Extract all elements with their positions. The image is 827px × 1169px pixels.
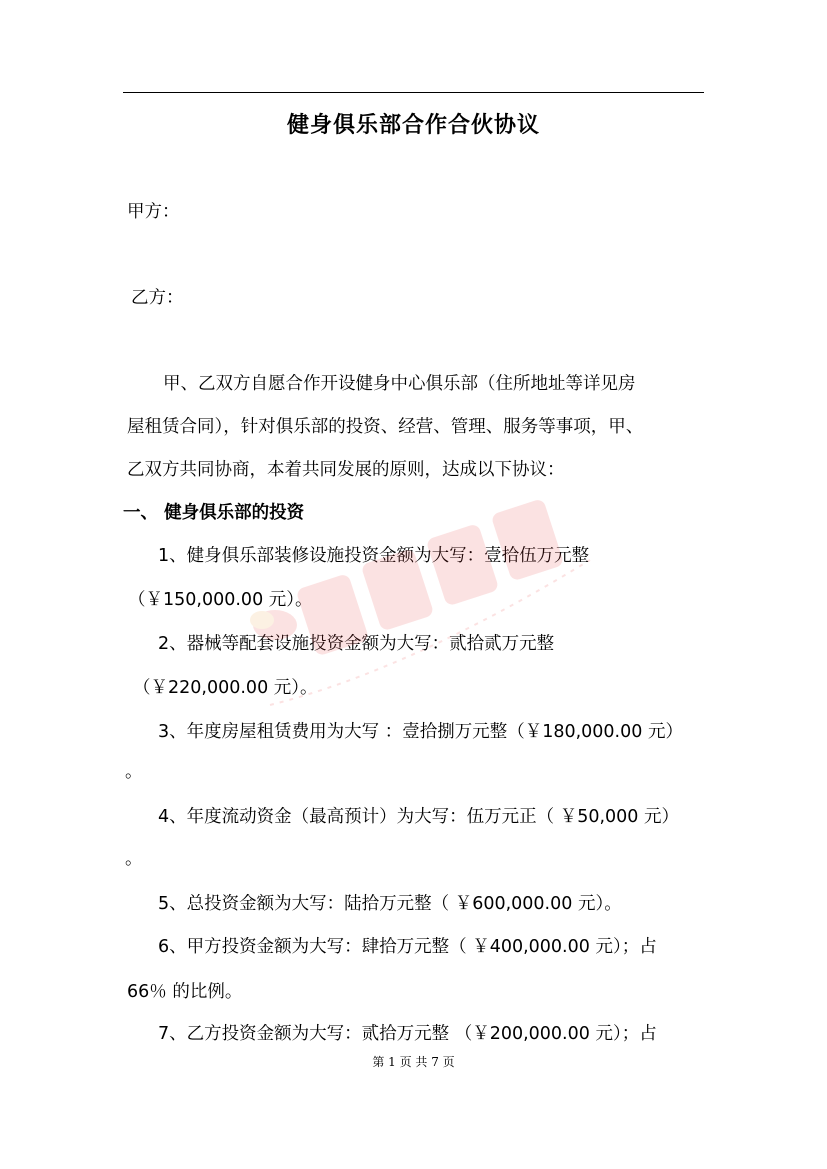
list-item: 3、年度房屋租赁费用为大写 ：壹拾捌万元整（￥180,000.00 元）	[158, 722, 683, 742]
list-item: 。	[125, 849, 143, 869]
list-item: 。	[125, 762, 143, 782]
list-item: 2、器械等配套设施投资金额为大写：贰拾贰万元整	[158, 634, 555, 654]
section-heading: 一、 健身俱乐部的投资	[123, 503, 305, 523]
list-item: 7、乙方投资金额为大写：贰拾万元整 （￥200,000.00 元）；占	[158, 1024, 657, 1044]
list-item: 5、总投资金额为大写：陆拾万元整（ ￥600,000.00 元）。	[158, 894, 622, 914]
party-a-label: 甲方：	[127, 202, 180, 222]
list-item: 6、甲方投资金额为大写：肆拾万元整（ ￥400,000.00 元）；占	[158, 937, 657, 957]
intro-line: 乙双方共同协商，本着共同发展的原则，达成以下协议：	[127, 460, 565, 480]
document-title: 健身俱乐部合作合伙协议	[286, 112, 540, 138]
header-rule	[123, 92, 704, 93]
page-number: 第 1 页 共 7 页	[372, 1055, 455, 1069]
party-b-label: 乙方：	[131, 288, 184, 308]
list-item: 4、年度流动资金（最高预计）为大写：伍万元正（ ￥50,000 元）	[158, 807, 679, 827]
list-item: （￥220,000.00 元）。	[133, 678, 318, 698]
list-item: （￥150,000.00 元）。	[128, 590, 313, 610]
list-item: 66％ 的比例。	[127, 982, 243, 1002]
intro-line: 甲、乙双方自愿合作开设健身中心俱乐部（住所地址等详见房	[163, 374, 636, 394]
intro-line: 屋租赁合同），针对俱乐部的投资、经营、管理、服务等事项，甲、	[127, 417, 644, 437]
list-item: 1、健身俱乐部装修设施投资金额为大写：壹拾伍万元整	[158, 546, 590, 566]
